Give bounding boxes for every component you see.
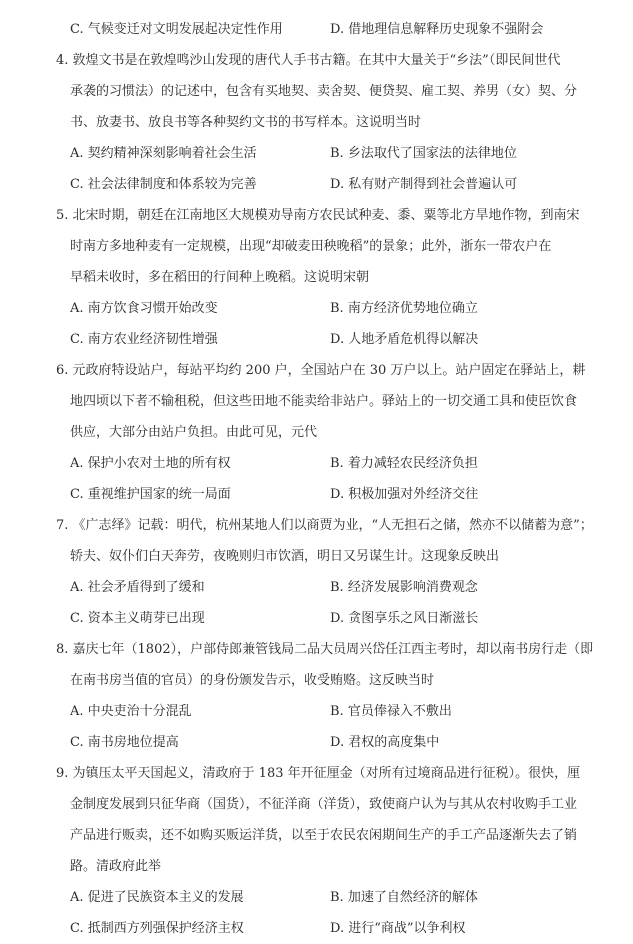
answer-option: D. 积极加强对外经济交往 bbox=[330, 487, 479, 502]
question-block bbox=[56, 200, 593, 355]
question-block bbox=[56, 758, 593, 944]
question-stem-first-line: 9. 为镇压太平天国起义，清政府于 183 年开征厘金（对所有过境商品进行征税）。很快，厘 bbox=[56, 766, 581, 781]
option-row bbox=[70, 882, 593, 913]
question-stem-line: 路。清政府此举 bbox=[70, 859, 162, 874]
option-row bbox=[70, 696, 593, 727]
answer-option: D. 进行“商战”以争利权 bbox=[330, 921, 466, 936]
question-list bbox=[56, 45, 593, 944]
question-stem-line: 地四顷以下者不输租税，但这些田地不能卖给非站户。驿站上的一切交通工具和使臣饮食 bbox=[70, 394, 578, 409]
answer-option: C. 南方农业经济韧性增强 bbox=[70, 332, 218, 347]
option-row bbox=[70, 479, 593, 510]
question-stem-first-line: 7. 《广志绎》记载：明代，杭州某地人们以商贾为业，“人无担石之储，然亦不以储蓄为意”； bbox=[56, 518, 593, 533]
question-stem-first-line: 8. 嘉庆七年（1802），户部侍郎兼管钱局二品大员周兴岱任江西主考时，却以南书房行走（即 bbox=[56, 642, 593, 657]
option-row bbox=[70, 169, 593, 200]
option-d: D. 借地理信息解释历史现象不强附会 bbox=[330, 22, 544, 37]
question-block bbox=[56, 355, 593, 510]
answer-option: C. 抵制西方列强保护经济主权 bbox=[70, 921, 244, 936]
answer-option: D. 君权的高度集中 bbox=[330, 735, 440, 750]
answer-option: A. 促进了民族资本主义的发展 bbox=[70, 890, 244, 905]
option-row bbox=[70, 913, 593, 944]
question-block bbox=[56, 510, 593, 634]
answer-option: A. 社会矛盾得到了缓和 bbox=[70, 580, 205, 595]
option-c: C. 气候变迁对文明发展起决定性作用 bbox=[70, 22, 283, 37]
answer-option: A. 保护小农对土地的所有权 bbox=[70, 456, 231, 471]
answer-option: D. 私有财产制得到社会普遍认可 bbox=[330, 177, 518, 192]
answer-option: A. 南方饮食习惯开始改变 bbox=[70, 301, 218, 316]
answer-option: B. 加速了自然经济的解体 bbox=[330, 890, 478, 905]
question-stem-line: 在南书房当值的官员）的身份颁发告示，收受贿赂。这反映当时 bbox=[70, 673, 435, 688]
question-stem-line: 早稻未收时，多在稻田的行间种上晚稻。这说明宋朝 bbox=[70, 270, 370, 285]
option-row bbox=[70, 572, 593, 603]
answer-option: C. 资本主义萌芽已出现 bbox=[70, 611, 205, 626]
question-stem-first-line: 6. 元政府特设站户，每站平均约 200 户，全国站户在 30 万户以上。站户固定在驿站上，耕 bbox=[56, 363, 586, 378]
answer-option: A. 契约精神深刻影响着社会生活 bbox=[70, 146, 257, 161]
question-block bbox=[56, 45, 593, 200]
option-row bbox=[70, 293, 593, 324]
question-block bbox=[56, 634, 593, 758]
option-row bbox=[70, 603, 593, 634]
answer-option: D. 人地矛盾危机得以解决 bbox=[330, 332, 479, 347]
answer-option: B. 着力减轻农民经济负担 bbox=[330, 456, 478, 471]
answer-option: C. 重视维护国家的统一局面 bbox=[70, 487, 231, 502]
answer-option: B. 南方经济优势地位确立 bbox=[330, 301, 478, 316]
question-stem-line: 金制度发展到只征华商（国货），不征洋商（洋货），致使商户认为与其从农村收购手工业 bbox=[70, 797, 578, 812]
answer-option: B. 官员俸禄入不敷出 bbox=[330, 704, 452, 719]
answer-option: D. 贪图享乐之风日渐滋长 bbox=[330, 611, 479, 626]
question-stem-line: 时南方多地种麦有一定规模，出现“却破麦田秧晚稻”的景象；此外，浙东一带农户在 bbox=[70, 239, 552, 254]
answer-option: B. 经济发展影响消费观念 bbox=[330, 580, 478, 595]
question-stem-first-line: 4. 敦煌文书是在敦煌鸣沙山发现的唐代人手书古籍。在其中大量关于“乡法”（即民间世代 bbox=[56, 53, 561, 68]
question-stem-line: 书、放妻书、放良书等各种契约文书的书写样本。这说明当时 bbox=[70, 115, 422, 130]
option-row bbox=[70, 324, 593, 355]
answer-option: A. 中央吏治十分混乱 bbox=[70, 704, 192, 719]
question-stem-line: 承袭的习惯法）的记述中，包含有买地契、卖舍契、便贷契、雇工契、养男（女）契、分 bbox=[70, 84, 578, 99]
answer-option: C. 南书房地位提高 bbox=[70, 735, 179, 750]
option-row bbox=[70, 138, 593, 169]
question-stem-first-line: 5. 北宋时期，朝廷在江南地区大规模劝导南方农民试种麦、黍、粟等北方旱地作物，到南宋 bbox=[56, 208, 580, 223]
answer-option: C. 社会法律制度和体系较为完善 bbox=[70, 177, 257, 192]
question-stem-line: 轿夫、奴仆们白天奔劳，夜晚则归市饮酒，明日又另谋生计。这现象反映出 bbox=[70, 549, 500, 564]
option-row bbox=[70, 448, 593, 479]
option-row bbox=[70, 727, 593, 758]
question-stem-line: 供应，大部分由站户负担。由此可见，元代 bbox=[70, 425, 318, 440]
top-options-row bbox=[70, 14, 593, 45]
answer-option: B. 乡法取代了国家法的法律地位 bbox=[330, 146, 517, 161]
question-stem-line: 产品进行贩卖，还不如购买贩运洋货，以至于农民农闲期间生产的手工产品逐渐失去了销 bbox=[70, 828, 578, 843]
